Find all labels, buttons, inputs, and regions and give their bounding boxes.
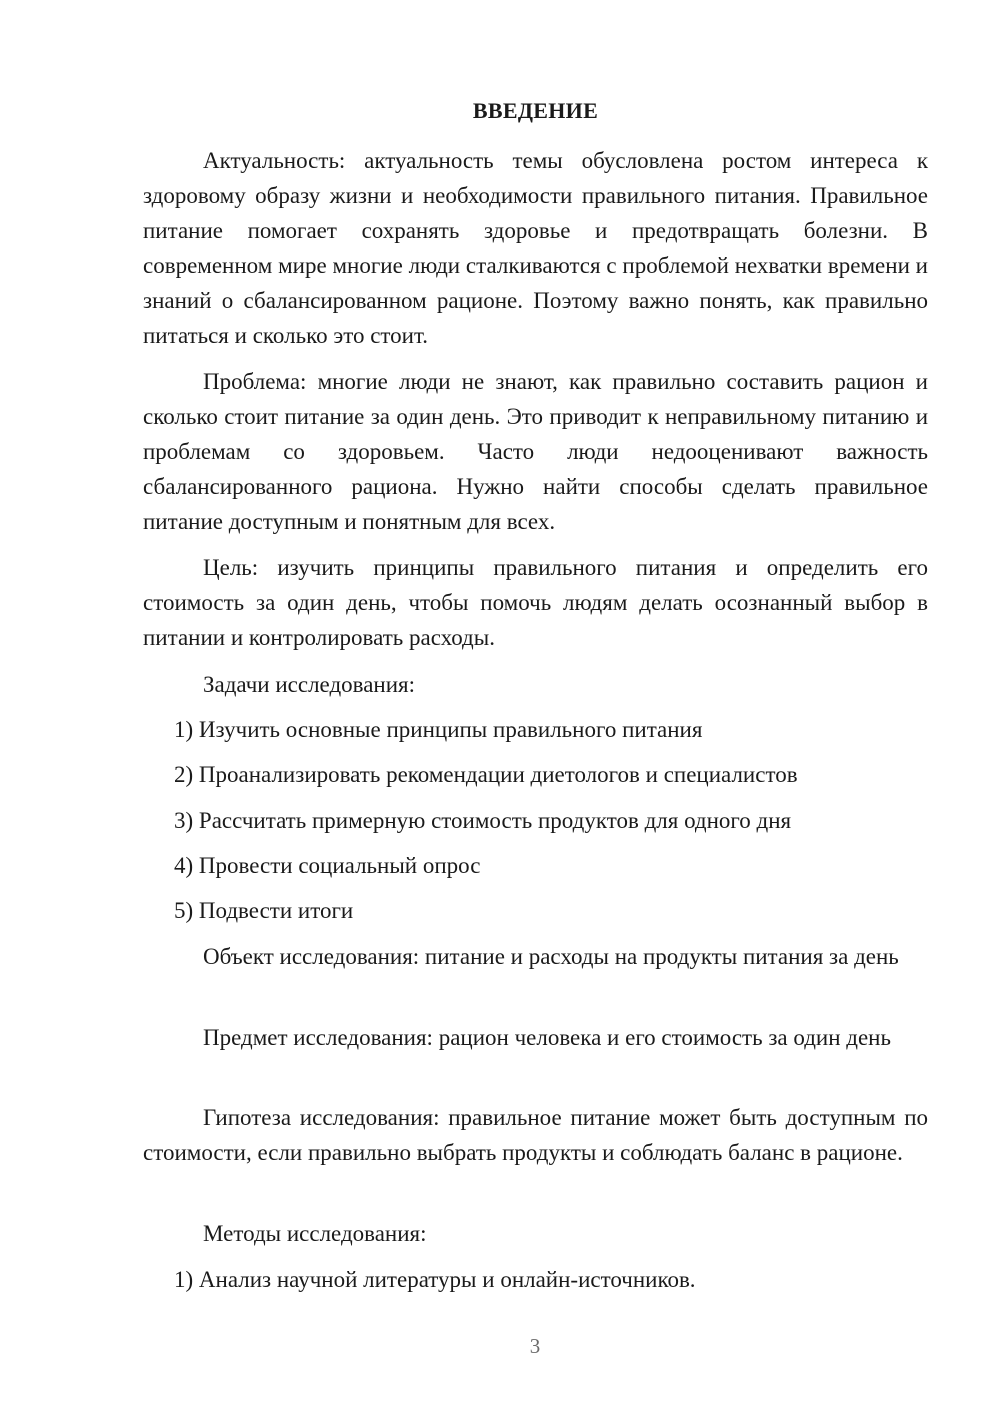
method-item: 1) Анализ научной литературы и онлайн-источников. [174, 1267, 696, 1292]
task-item: 2) Проанализировать рекомендации диетологов и специалистов [174, 762, 798, 787]
relevance-paragraph: Актуальность: актуальность темы обусловлена ростом интереса к здоровому образу жизни и необходимости правильного питания. Правильное питание помогает сохранять здоровье и предотвращать болезни. В современном мире многие люди сталкиваются с проблемой нехватки времени и знаний о сбалансированном рационе. Поэтому важно понять, как правильно питаться и сколько это стоит. [143, 148, 928, 348]
subject-paragraph: Предмет исследования: рацион человека и его стоимость за один день [203, 1025, 891, 1050]
task-item: 4) Провести социальный опрос [174, 853, 481, 878]
page-number: 3 [529, 1334, 541, 1358]
task-item: 5) Подвести итоги [174, 898, 354, 923]
object-paragraph: Объект исследования: питание и расходы на продукты питания за день [203, 944, 899, 969]
problem-paragraph: Проблема: многие люди не знают, как правильно составить рацион и сколько стоит питание за один день. Это приводит к неправильному питанию и проблемам со здоровьем. Часто люди недооценивают важность сбалансированного рациона. Нужно найти способы сделать правильное питание доступным и понятным для всех. [143, 369, 928, 534]
methods-title: Методы исследования: [203, 1221, 427, 1246]
task-item: 3) Рассчитать примерную стоимость продуктов для одного дня [174, 808, 792, 833]
hypothesis-paragraph: Гипотеза исследования: правильное питание может быть доступным по стоимости, если правильно выбрать продукты и соблюдать баланс в рационе. [143, 1105, 928, 1165]
tasks-title: Задачи исследования: [203, 672, 416, 697]
section-heading: ВВЕДЕНИЕ [472, 98, 599, 123]
task-item: 1) Изучить основные принципы правильного питания [174, 717, 703, 742]
goal-paragraph: Цель: изучить принципы правильного питания и определить его стоимость за один день, чтобы помочь людям делать осознанный выбор в питании и контролировать расходы. [143, 555, 928, 650]
